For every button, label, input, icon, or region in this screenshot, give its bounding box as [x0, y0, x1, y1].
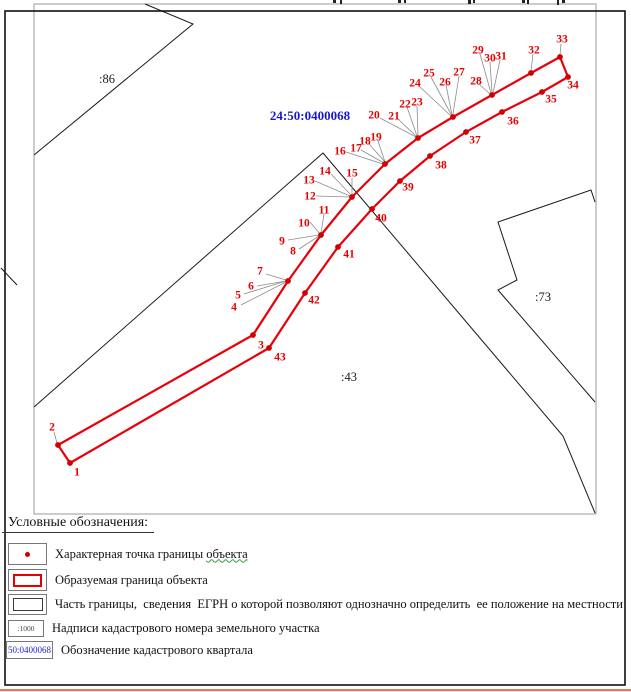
point-number-label: 10: [298, 217, 310, 230]
point-number-label: 4: [231, 301, 237, 314]
clipped-title-mark: [340, 0, 342, 4]
boundary-point: [528, 70, 534, 76]
label-leader-line: [493, 60, 500, 93]
point-number-label: 40: [375, 212, 387, 225]
parcel-number-symbol: :1000: [8, 620, 44, 637]
legend-label-formed-boundary: Образуемая граница объекта: [55, 572, 208, 587]
point-number-label: 24: [409, 77, 421, 90]
point-number-label: 7: [257, 265, 263, 278]
bottom-edge-line: [0, 689, 631, 691]
label-leader-line: [417, 106, 418, 135]
egrn-boundary-symbol: [8, 594, 47, 615]
parcel-label: :73: [535, 289, 551, 304]
point-number-label: 37: [469, 134, 481, 147]
label-leader-line: [407, 107, 417, 136]
point-number-label: 6: [248, 280, 254, 293]
clipped-title-mark: [527, 0, 529, 4]
point-number-label: 34: [567, 79, 579, 92]
label-leader-line: [54, 432, 57, 443]
boundary-point-symbol: [8, 543, 47, 565]
point-number-label: 36: [507, 115, 519, 128]
legend-label-quarter-designation: Обозначение кадастрового квартала: [61, 642, 253, 657]
point-number-label: 3: [258, 339, 264, 352]
point-number-label: 39: [402, 181, 414, 194]
black-rectangle-icon: [13, 598, 43, 611]
point-number-label: 21: [388, 110, 400, 123]
boundary-point: [55, 442, 61, 448]
label-leader-line: [490, 62, 492, 93]
clipped-title-mark: [522, 0, 525, 3]
point-number-label: 23: [411, 96, 423, 109]
point-number-label: 35: [545, 93, 557, 106]
boundary-point: [427, 153, 433, 159]
point-number-label: 43: [274, 351, 286, 364]
legend-item-formed-boundary: [8, 569, 208, 591]
legend-label-underlined-word: объекта: [206, 546, 248, 561]
point-number-label: 17: [350, 142, 362, 155]
parcel-label: :86: [99, 71, 115, 86]
point-number-label: 16: [334, 145, 346, 158]
boundary-point: [557, 54, 563, 60]
boundary-point: [302, 290, 308, 296]
point-number-label: 31: [495, 50, 507, 63]
quarter-designation-symbol: 50:0400068: [6, 641, 53, 659]
boundary-point: [382, 161, 388, 167]
boundary-point: [67, 460, 73, 466]
point-number-label: 29: [472, 44, 484, 57]
boundary-point: [369, 206, 375, 212]
label-leader-line: [316, 196, 350, 197]
legend-item-parcel-number: [8, 620, 320, 637]
point-number-label: 41: [343, 248, 355, 261]
cadastral-quarter-label: 24:50:0400068: [269, 107, 351, 123]
clipped-title-mark: [468, 0, 471, 4]
label-leader-line: [266, 274, 286, 280]
boundary-point: [285, 278, 291, 284]
label-leader-line: [453, 76, 459, 114]
clipped-title-mark: [404, 0, 406, 3]
label-leader-line: [378, 141, 385, 162]
label-leader-line: [310, 222, 320, 234]
point-number-label: 14: [319, 165, 331, 178]
map-frame: [34, 4, 596, 514]
formed-boundary-symbol: [8, 569, 47, 591]
point-number-label: 11: [318, 204, 330, 217]
legend-label-boundary-point: [55, 547, 248, 562]
boundary-point: [266, 345, 272, 351]
boundary-point: [450, 114, 456, 120]
legend-item-boundary-point: [8, 543, 248, 565]
boundary-point: [463, 129, 469, 135]
boundary-point: [539, 89, 545, 95]
clipped-title-mark: [557, 0, 559, 5]
clipped-title-mark: [398, 0, 401, 3]
label-leader-line: [560, 44, 561, 55]
point-number-label: 9: [279, 235, 285, 248]
legend-label-egrn-boundary: Часть границы, сведения ЕГРН о которой позволяют однозначно определить ее положение на местности: [55, 597, 623, 611]
parcel-label: :43: [341, 369, 357, 384]
boundary-point: [499, 109, 505, 115]
point-number-label: 27: [453, 66, 465, 79]
boundary-point: [335, 244, 341, 250]
legend-label-parcel-number: Надписи кадастрового номера земельного участка: [52, 621, 320, 635]
boundary-point: [250, 332, 256, 338]
legend-item-quarter-designation: [6, 641, 253, 659]
point-number-label: 2: [49, 421, 55, 434]
clipped-title-mark: [473, 0, 475, 3]
point-number-label: 15: [346, 167, 358, 180]
boundary-point: [349, 194, 355, 200]
point-number-label: 13: [303, 174, 315, 187]
boundary-point: [415, 135, 421, 141]
point-number-label: 1: [74, 466, 80, 479]
left-edge-fragment: [1, 268, 17, 285]
point-number-label: 25: [423, 67, 435, 80]
legend-label-text: Характерная точка границы: [55, 546, 207, 561]
boundary-point: [489, 92, 495, 98]
clipped-title-mark: [333, 0, 336, 3]
point-number-label: 38: [435, 159, 447, 172]
point-number-label: 12: [304, 190, 316, 203]
point-number-label: 20: [368, 109, 380, 122]
point-number-label: 22: [399, 98, 411, 111]
central-parcel-boundary: [34, 153, 595, 513]
point-number-label: 8: [290, 245, 296, 258]
red-rectangle-icon: [13, 574, 42, 587]
point-number-label: 42: [308, 294, 320, 307]
legend-heading: Условные обозначения:: [2, 515, 154, 533]
point-number-label: 28: [470, 75, 482, 88]
point-number-label: 5: [235, 289, 241, 302]
red-dot-icon: [25, 552, 30, 557]
point-number-label: 26: [439, 76, 451, 89]
point-number-label: 18: [359, 135, 371, 148]
point-number-label: 19: [370, 131, 382, 144]
point-number-label: 33: [556, 33, 568, 46]
point-number-label: 32: [528, 44, 540, 57]
clipped-title-mark: [562, 0, 565, 3]
point-number-label: 30: [484, 52, 496, 65]
legend-item-egrn-boundary: [8, 594, 623, 615]
boundary-point: [318, 232, 324, 238]
label-leader-line: [419, 86, 451, 116]
